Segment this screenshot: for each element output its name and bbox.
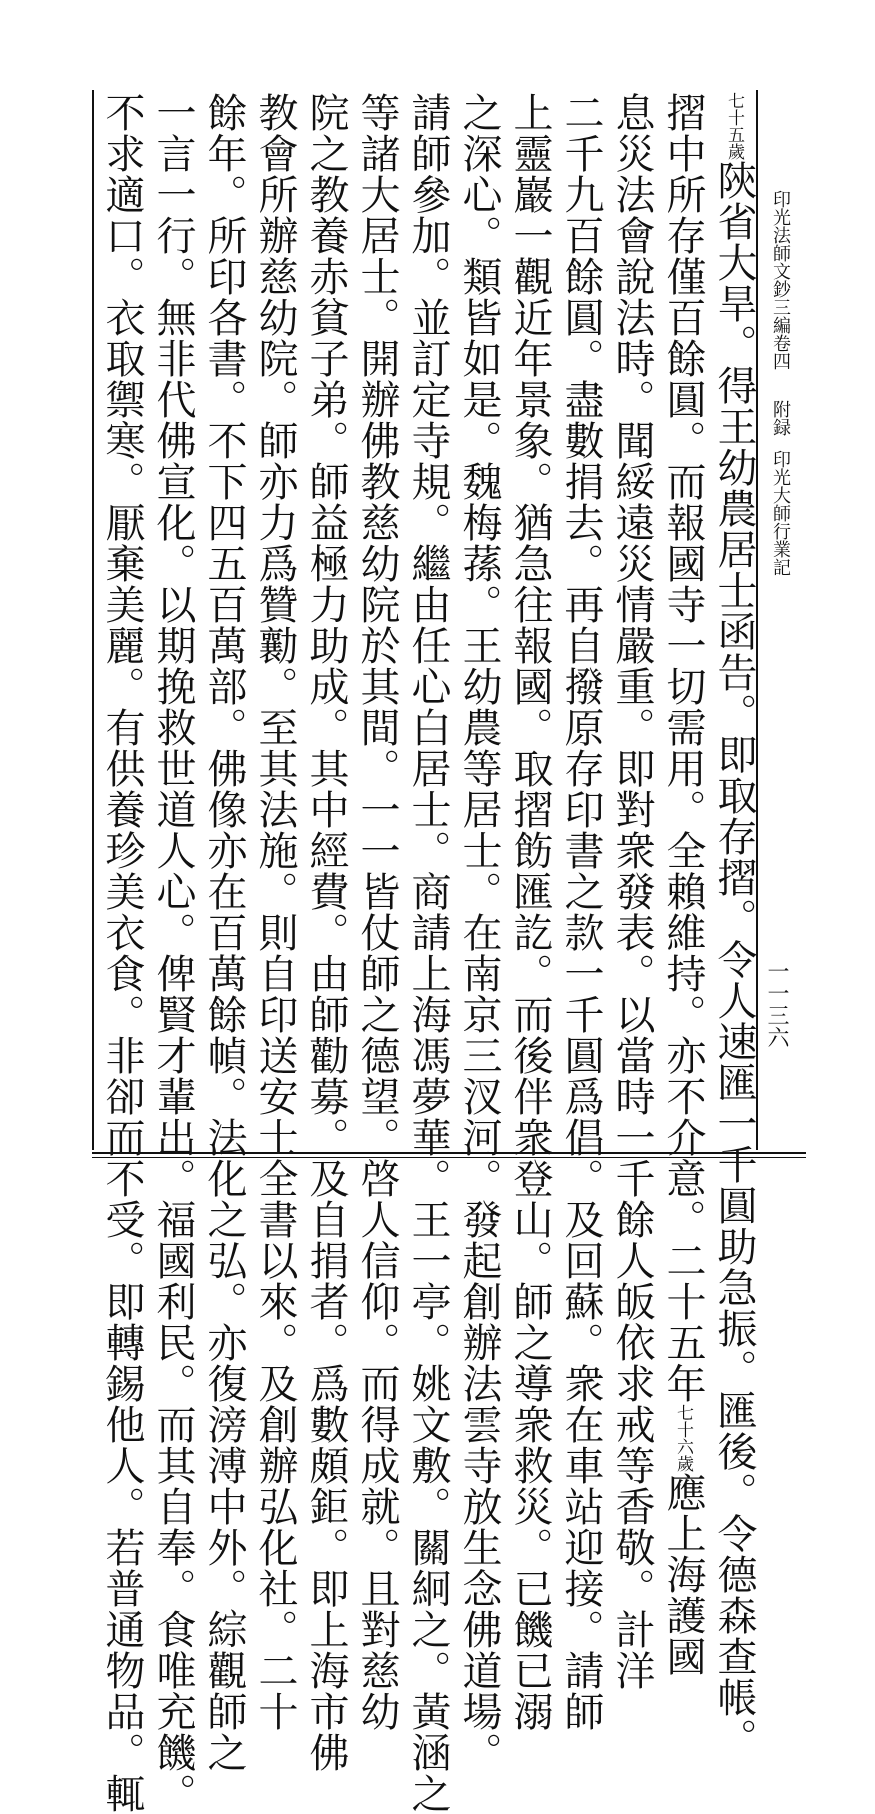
text-column-5: [507, 92, 553, 1732]
text-column-12: [150, 92, 196, 1814]
text-column-9: [303, 92, 349, 1773]
text-column-10: [252, 92, 298, 1732]
text-column-13: [99, 92, 145, 1814]
column-text: 息災法會說法時。聞綏遠災情嚴重。即對衆發表。以當時一千餘人皈依求戒等香敬。計洋: [609, 92, 655, 1691]
age-note: 七十五歲: [724, 92, 744, 160]
text-column-7: [405, 92, 451, 1814]
column-text: 摺中所存僅百餘圓。而報國寺一切需用。全賴維持。亦不介意。二十五年: [660, 92, 706, 1404]
age-note: 七十六歲: [673, 1404, 693, 1472]
text-column-6: [456, 92, 502, 1773]
column-text: 陝省大旱。得王幼農居士函告。即取存摺。令人速匯一千圓助急振。匯後。令德森查帳。: [711, 160, 757, 1759]
text-column-2: [660, 92, 706, 1677]
column-text: 餘年。所印各書。不下四五百萬部。佛像亦在百萬餘幀。法化之弘。亦復滂溥中外。綜觀師之: [201, 92, 247, 1773]
column-text: 不求適口。衣取禦寒。厭棄美麗。有供養珍美衣食。非卻而不受。即轉錫他人。若普通物品。輒: [99, 92, 145, 1814]
text-column-8: [354, 92, 400, 1732]
running-header: [770, 190, 790, 576]
page-number: 一一三六: [764, 960, 789, 1048]
column-text: 院之教養赤貧子弟。師益極力助成。其中經費。由師勸募。及自捐者。爲數頗鉅。即上海市佛: [303, 92, 349, 1773]
column-text-continued: 應上海護國: [660, 1472, 706, 1677]
column-text: 二千九百餘圓。盡數捐去。再自撥原存印書之款一千圓爲倡。及回蘇。衆在車站迎接。請師: [558, 92, 604, 1732]
column-text: 請師參加。並訂定寺規。繼由任心白居士。商請上海馮夢華。王一亭。姚文敷。關絅之。黃涵之: [405, 92, 451, 1814]
column-text: 之深心。類皆如是。魏梅蓀。王幼農等居士。在南京三汊河。發起創辦法雲寺放生念佛道場。: [456, 92, 502, 1773]
column-text: 上靈巖一觀近年景象。猶急往報國。取摺飭匯訖。而後伴衆登山。師之導衆救災。已饑已溺: [507, 92, 553, 1732]
column-text: 教會所辦慈幼院。師亦力爲贊勷。至其法施。則自印送安士全書以來。及創辦弘化社。二十: [252, 92, 298, 1732]
text-column-1: [711, 92, 757, 1759]
column-text: 一言一行。無非代佛宣化。以期挽救世道人心。俾賢才輩出。福國利民。而其自奉。食唯充饑。: [150, 92, 196, 1814]
header-section: 附録: [770, 400, 791, 436]
text-column-3: [609, 92, 655, 1691]
header-chapter: 印光大師行業記: [770, 450, 791, 576]
column-text: 等諸大居士。開辦佛教慈幼院於其間。一一皆仗師之德望。啓人信仰。而得成就。且對慈幼: [354, 92, 400, 1732]
text-column-4: [558, 92, 604, 1732]
header-book-title: 印光法師文鈔三編卷四: [770, 190, 791, 370]
text-column-11: [201, 92, 247, 1773]
